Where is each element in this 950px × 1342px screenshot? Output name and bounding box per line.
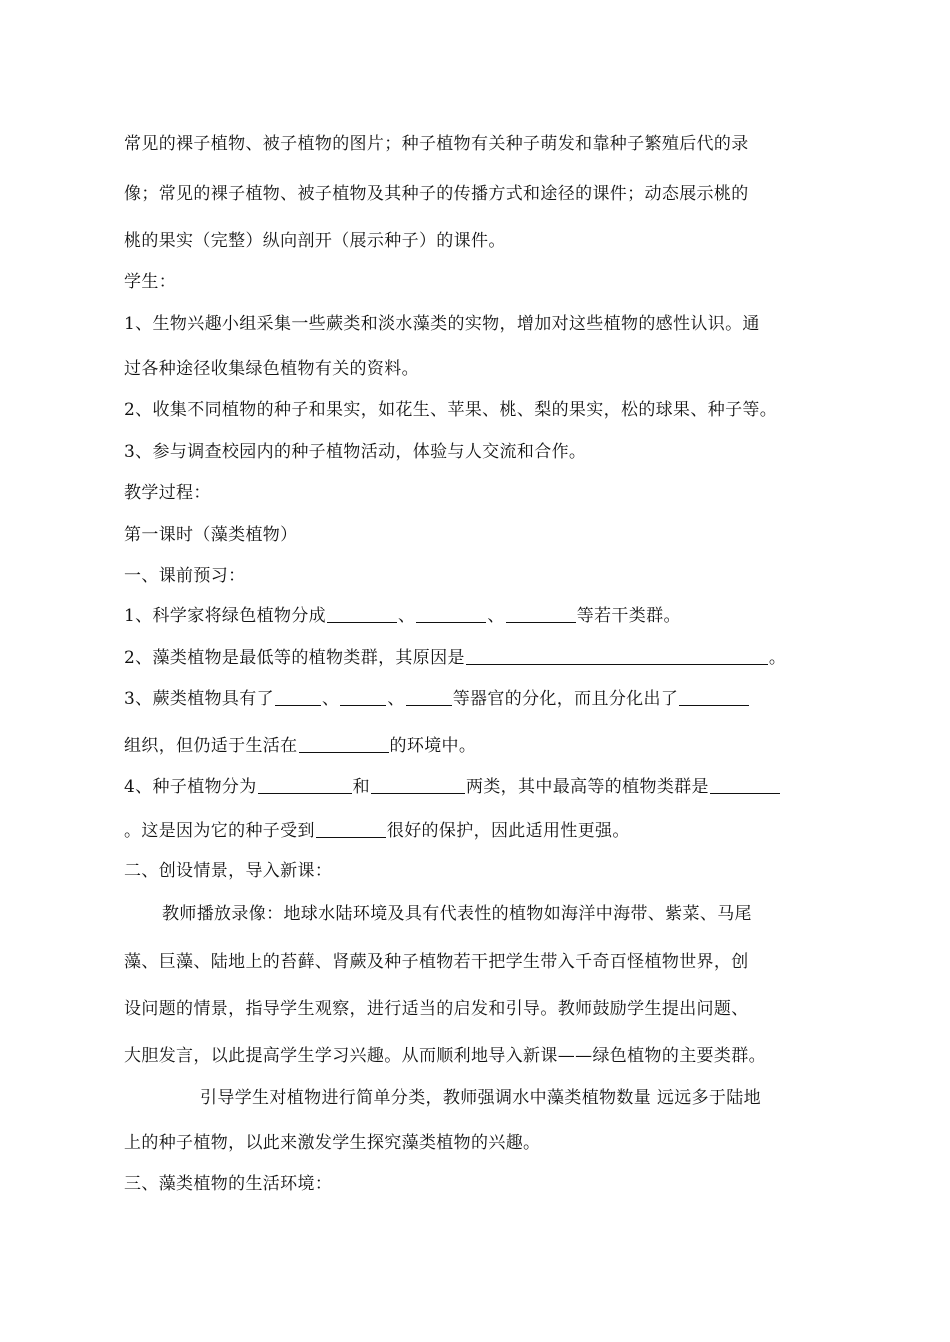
preview-heading: 一、课前预习： xyxy=(124,566,246,586)
q4-text-e: 很好的保护，因此适用性更强。 xyxy=(386,821,630,841)
materials-line-3: 桃的果实（完整）纵向剖开（展示种子）的课件。 xyxy=(124,231,506,251)
students-item-1a: 1、生物兴趣小组采集一些蕨类和淡水藻类的实物，增加对这些植物的感性认识。通 xyxy=(124,314,760,334)
students-item-1b: 过各种途径收集绿色植物有关的资料。 xyxy=(124,359,419,379)
q3-text-a: 3、蕨类植物具有了 xyxy=(124,689,274,709)
q2-text-a: 2、藻类植物是最低等的植物类群，其原因是 xyxy=(124,648,465,668)
q4-text-a: 4、种子植物分为 xyxy=(124,777,257,797)
process-heading: 教学过程： xyxy=(124,483,211,503)
q1-blank-3[interactable] xyxy=(506,606,576,623)
students-item-2: 2、收集不同植物的种子和果实，如花生、苹果、桃、梨的果实，松的球果、种子等。 xyxy=(124,400,778,420)
intro-paragraph-1-line-4: 大胆发言，以此提高学生学习兴趣。从而顺利地导入新课——绿色植物的主要类群。 xyxy=(124,1046,766,1066)
q4-blank-3[interactable] xyxy=(710,777,780,794)
intro-paragraph-1-line-2: 藻、巨藻、陆地上的苔藓、肾蕨及种子植物若干把学生带入千奇百怪植物世界，创 xyxy=(124,952,749,972)
q3-blank-1[interactable] xyxy=(275,689,321,706)
q3-blank-5[interactable] xyxy=(299,736,389,753)
materials-line-1: 常见的裸子植物、被子植物的图片；种子植物有关种子萌发和靠种子繁殖后代的录 xyxy=(124,134,749,154)
q4-blank-1[interactable] xyxy=(258,777,352,794)
q1-blank-2[interactable] xyxy=(416,606,486,623)
environment-heading: 三、藻类植物的生活环境： xyxy=(124,1174,333,1194)
q3-sep-2: 、 xyxy=(387,689,405,709)
q1-text-a: 1、科学家将绿色植物分成 xyxy=(124,606,327,626)
preview-question-3a xyxy=(124,688,750,710)
intro-paragraph-1-line-1: 教师播放录像：地球水陆环境及具有代表性的植物如海洋中海带、紫菜、马尾 xyxy=(162,904,752,924)
q4-text-d: 。这是因为它的种子受到 xyxy=(124,821,315,841)
intro-heading: 二、创设情景，导入新课： xyxy=(124,861,333,881)
q3-blank-4[interactable] xyxy=(679,689,749,706)
intro-paragraph-1-line-3: 设问题的情景，指导学生观察，进行适当的启发和引导。教师鼓励学生提出问题、 xyxy=(124,999,749,1019)
q2-text-b: 。 xyxy=(768,648,787,668)
students-item-3: 3、参与调查校园内的种子植物活动，体验与人交流和合作。 xyxy=(124,442,587,462)
q2-blank[interactable] xyxy=(466,648,768,665)
q1-sep-2: 、 xyxy=(487,606,505,626)
intro-paragraph-2-line-2: 上的种子植物，以此来激发学生探究藻类植物的兴趣。 xyxy=(124,1133,541,1153)
q3-text-b: 等器官的分化，而且分化出了 xyxy=(452,689,679,709)
intro-paragraph-2-line-1: 引导学生对植物进行简单分类，教师强调水中藻类植物数量 远远多于陆地 xyxy=(200,1088,761,1108)
q4-blank-4[interactable] xyxy=(316,821,386,838)
q1-sep-1: 、 xyxy=(398,606,416,626)
q1-text-b: 等若干类群。 xyxy=(576,606,681,626)
materials-line-2: 像；常见的裸子植物、被子植物及其种子的传播方式和途径的课件；动态展示桃的 xyxy=(124,184,749,204)
preview-question-1 xyxy=(124,605,681,627)
lesson-title: 第一课时（藻类植物） xyxy=(124,525,298,545)
preview-question-2 xyxy=(124,647,786,669)
q3-sep-1: 、 xyxy=(321,689,340,709)
q3-text-c: 组织，但仍适于生活在 xyxy=(124,736,298,756)
students-heading: 学生： xyxy=(124,272,177,292)
q3-text-d: 的环境中。 xyxy=(389,736,477,756)
q3-blank-3[interactable] xyxy=(406,689,452,706)
preview-question-3b xyxy=(124,735,476,757)
q3-blank-2[interactable] xyxy=(340,689,386,706)
preview-question-4a xyxy=(124,776,781,798)
q4-text-c: 两类，其中最高等的植物类群是 xyxy=(465,777,709,797)
q4-text-b: 和 xyxy=(352,777,370,797)
preview-question-4b xyxy=(124,820,630,842)
q4-blank-2[interactable] xyxy=(371,777,465,794)
q1-blank-1[interactable] xyxy=(327,606,397,623)
